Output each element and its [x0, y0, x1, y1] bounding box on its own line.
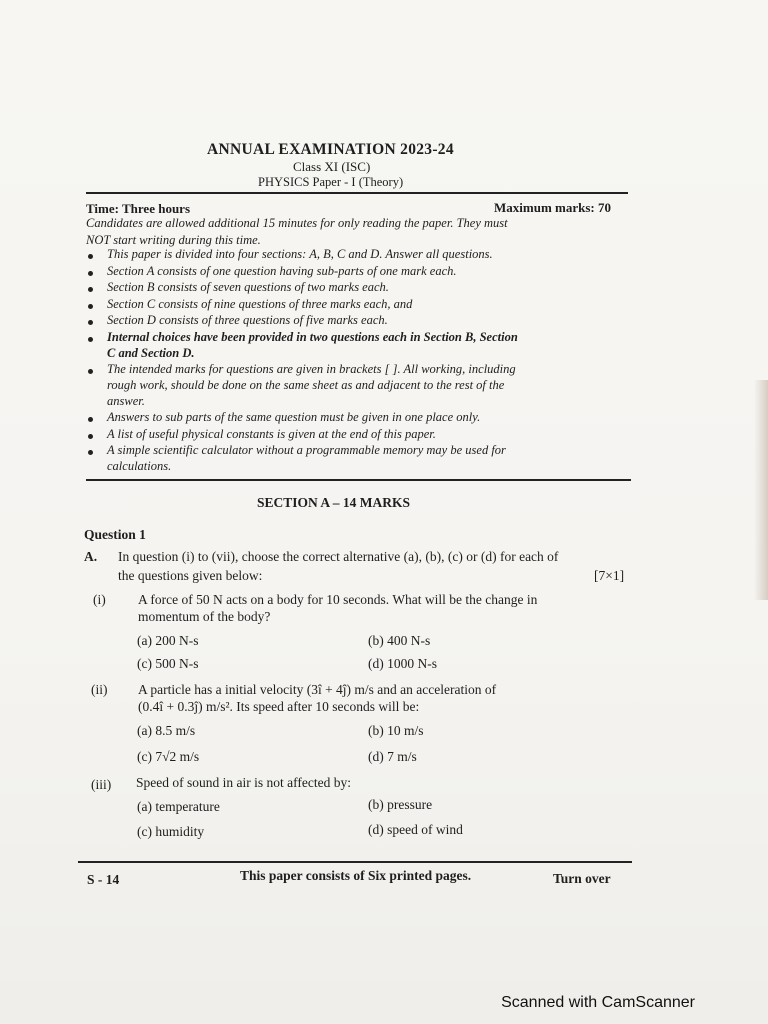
instructions-intro-line-2: NOT start writing during this time. [86, 233, 261, 247]
instruction-item-continued: answer. [107, 394, 145, 408]
scanner-watermark: Scanned with CamScanner [501, 994, 695, 1011]
page-edge-shadow [754, 380, 768, 600]
exam-title: ANNUAL EXAMINATION 2023-24 [207, 141, 454, 158]
paper-code: S - 14 [87, 872, 120, 887]
instructions-intro-line-1: Candidates are allowed additional 15 minutes for only reading the paper. They must [86, 216, 508, 230]
instruction-item: Section A consists of one question having sub-parts of one mark each. [107, 264, 457, 278]
question-text-continued: momentum of the body? [138, 609, 271, 624]
bullet-dot [88, 254, 93, 259]
option-a: (a) temperature [137, 799, 220, 814]
instruction-item: A list of useful physical constants is given at the end of this paper. [107, 427, 436, 441]
instruction-item-continued: C and Section D. [107, 346, 195, 360]
bullet-dot [88, 337, 93, 342]
bullet-dot [88, 304, 93, 309]
instruction-item: Answers to sub parts of the same question must be given in one place only. [107, 410, 481, 424]
question-number: (i) [93, 592, 106, 607]
question-text-continued: (0.4î + 0.3ĵ) m/s². Its speed after 10 seconds will be: [138, 699, 420, 714]
max-marks-label: Maximum marks: 70 [494, 200, 611, 215]
instruction-item: Section B consists of seven questions of two marks each. [107, 280, 389, 294]
bullet-dot [88, 271, 93, 276]
instruction-item: A simple scientific calculator without a programmable memory may be used for [107, 443, 506, 457]
class-label: Class XI (ISC) [293, 159, 371, 174]
time-label: Time: Three hours [86, 201, 191, 216]
option-d: (d) 7 m/s [368, 749, 417, 764]
bullet-dot [88, 434, 93, 439]
part-a-instruction-line-2: the questions given below: [118, 568, 263, 583]
option-c: (c) humidity [137, 824, 205, 839]
option-d: (d) speed of wind [368, 822, 463, 837]
instruction-item-continued: calculations. [107, 459, 172, 473]
option-a: (a) 8.5 m/s [137, 723, 196, 738]
question-1-label: Question 1 [84, 527, 146, 542]
section-a-heading: SECTION A – 14 MARKS [257, 495, 411, 510]
question-number: (ii) [91, 682, 108, 697]
page-count-note: This paper consists of Six printed pages. [240, 868, 472, 883]
instructions-divider [86, 479, 631, 481]
option-d: (d) 1000 N-s [368, 656, 437, 671]
turn-over-label: Turn over [553, 871, 611, 886]
option-b: (b) pressure [368, 797, 433, 812]
paper-label: PHYSICS Paper - I (Theory) [258, 175, 404, 189]
instruction-item: Section C consists of nine questions of three marks each, and [107, 297, 413, 311]
part-a-label: A. [84, 549, 98, 564]
question-text: A particle has a initial velocity (3î + 4ĵ) m/s and an acceleration of [138, 682, 497, 697]
option-b: (b) 400 N-s [368, 633, 431, 648]
option-c: (c) 7√2 m/s [137, 749, 200, 764]
option-b: (b) 10 m/s [368, 723, 424, 738]
question-text: Speed of sound in air is not affected by: [136, 775, 351, 790]
bullet-dot [88, 320, 93, 325]
bullet-dot [88, 369, 93, 374]
instruction-item-continued: rough work, should be done on the same sheet as and adjacent to the rest of the [107, 378, 505, 392]
instruction-item: The intended marks for questions are given in brackets [ ]. All working, including [107, 362, 516, 376]
bullet-dot [88, 287, 93, 292]
instruction-item: Internal choices have been provided in two questions each in Section B, Section [107, 330, 518, 344]
instruction-item: Section D consists of three questions of five marks each. [107, 313, 388, 327]
header-divider [86, 192, 628, 194]
part-a-marks: [7×1] [594, 568, 625, 583]
question-number: (iii) [91, 777, 112, 792]
bullet-dot [88, 417, 93, 422]
instruction-item: This paper is divided into four sections: A, B, C and D. Answer all questions. [107, 247, 493, 261]
part-a-instruction-line-1: In question (i) to (vii), choose the correct alternative (a), (b), (c) or (d) for each of [118, 549, 559, 564]
bullet-dot [88, 450, 93, 455]
option-c: (c) 500 N-s [137, 656, 199, 671]
footer-divider [78, 861, 632, 863]
option-a: (a) 200 N-s [137, 633, 199, 648]
question-text: A force of 50 N acts on a body for 10 seconds. What will be the change in [138, 592, 538, 607]
